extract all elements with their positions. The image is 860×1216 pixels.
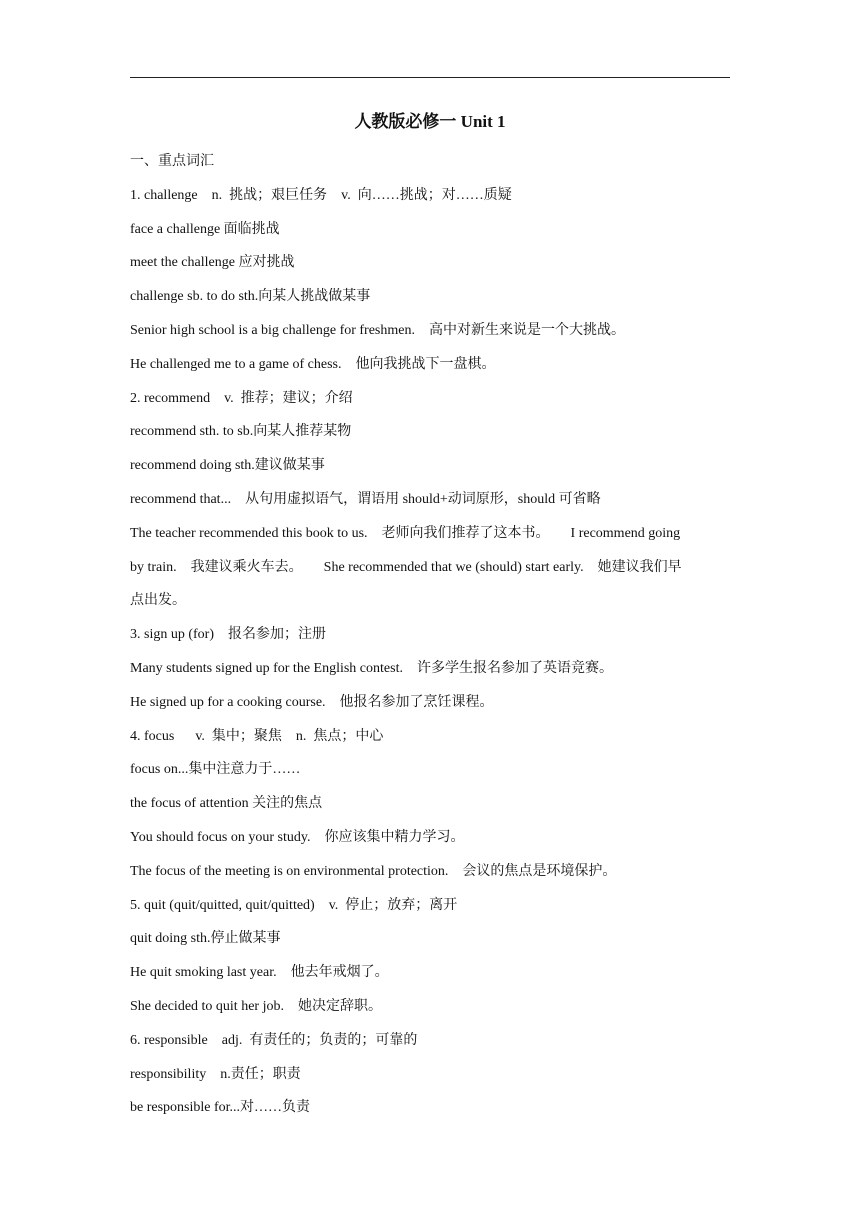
example-sentence: He quit smoking last year. 他去年戒烟了。 xyxy=(130,965,389,981)
example-sentence: Many students signed up for the English contest. 许多学生报名参加了英语竞赛。 xyxy=(130,660,613,676)
phrase-line: face a challenge 面临挑战 xyxy=(130,221,280,237)
example-sentence: He challenged me to a game of chess. 他向我挑战下一盘棋。 xyxy=(130,356,496,372)
vocab-entry: 2. recommend v. 推荐；建议；介绍 xyxy=(130,390,353,406)
document-title: 人教版必修一 Unit 1 xyxy=(354,112,506,131)
section-heading: 一、重点词汇 xyxy=(130,154,214,169)
vocab-entry: 5. quit (quit/quitted, quit/quitted) v. 停止；放弃；离开 xyxy=(130,897,458,913)
example-sentence: She decided to quit her job. 她决定辞职。 xyxy=(130,998,382,1014)
example-sentence: The teacher recommended this book to us. 老师向我们推荐了这本书。 I recommend going xyxy=(130,525,681,541)
example-sentence: The focus of the meeting is on environmental protection. 会议的焦点是环境保护。 xyxy=(130,863,617,879)
example-sentence: He signed up for a cooking course. 他报名参加了烹饪课程。 xyxy=(130,694,494,710)
phrase-line: recommend doing sth.建议做某事 xyxy=(130,458,325,474)
example-sentence: 点出发。 xyxy=(130,593,186,609)
example-sentence: You should focus on your study. 你应该集中精力学习。 xyxy=(130,829,465,845)
phrase-line: challenge sb. to do sth.向某人挑战做某事 xyxy=(130,289,371,305)
phrase-line: the focus of attention 关注的焦点 xyxy=(130,796,323,812)
phrase-line: responsibility n.责任；职责 xyxy=(130,1066,301,1082)
phrase-line: focus on...集中注意力于…… xyxy=(130,762,301,778)
vocab-entry: 4. focus v. 集中；聚焦 n. 焦点；中心 xyxy=(130,728,384,744)
phrase-line: recommend sth. to sb.向某人推荐某物 xyxy=(130,424,352,440)
example-sentence: Senior high school is a big challenge for freshmen. 高中对新生来说是一个大挑战。 xyxy=(130,322,625,338)
phrase-line: recommend that... 从句用虚拟语气，谓语用 should+动词原形，should 可省略 xyxy=(130,491,601,507)
document-body xyxy=(130,145,732,1125)
phrase-line: meet the challenge 应对挑战 xyxy=(130,255,295,271)
example-sentence: by train. 我建议乘火车去。 She recommended that we (should) start early. 她建议我们早 xyxy=(130,559,682,575)
phrase-line: be responsible for...对……负责 xyxy=(130,1100,311,1116)
vocab-entry: 6. responsible adj. 有责任的；负责的；可靠的 xyxy=(130,1032,418,1048)
phrase-line: quit doing sth.停止做某事 xyxy=(130,931,281,947)
header-rule xyxy=(130,77,730,78)
vocab-entry: 1. challenge n. 挑战；艰巨任务 v. 向……挑战；对……质疑 xyxy=(130,187,512,203)
vocab-entry: 3. sign up (for) 报名参加；注册 xyxy=(130,627,326,643)
